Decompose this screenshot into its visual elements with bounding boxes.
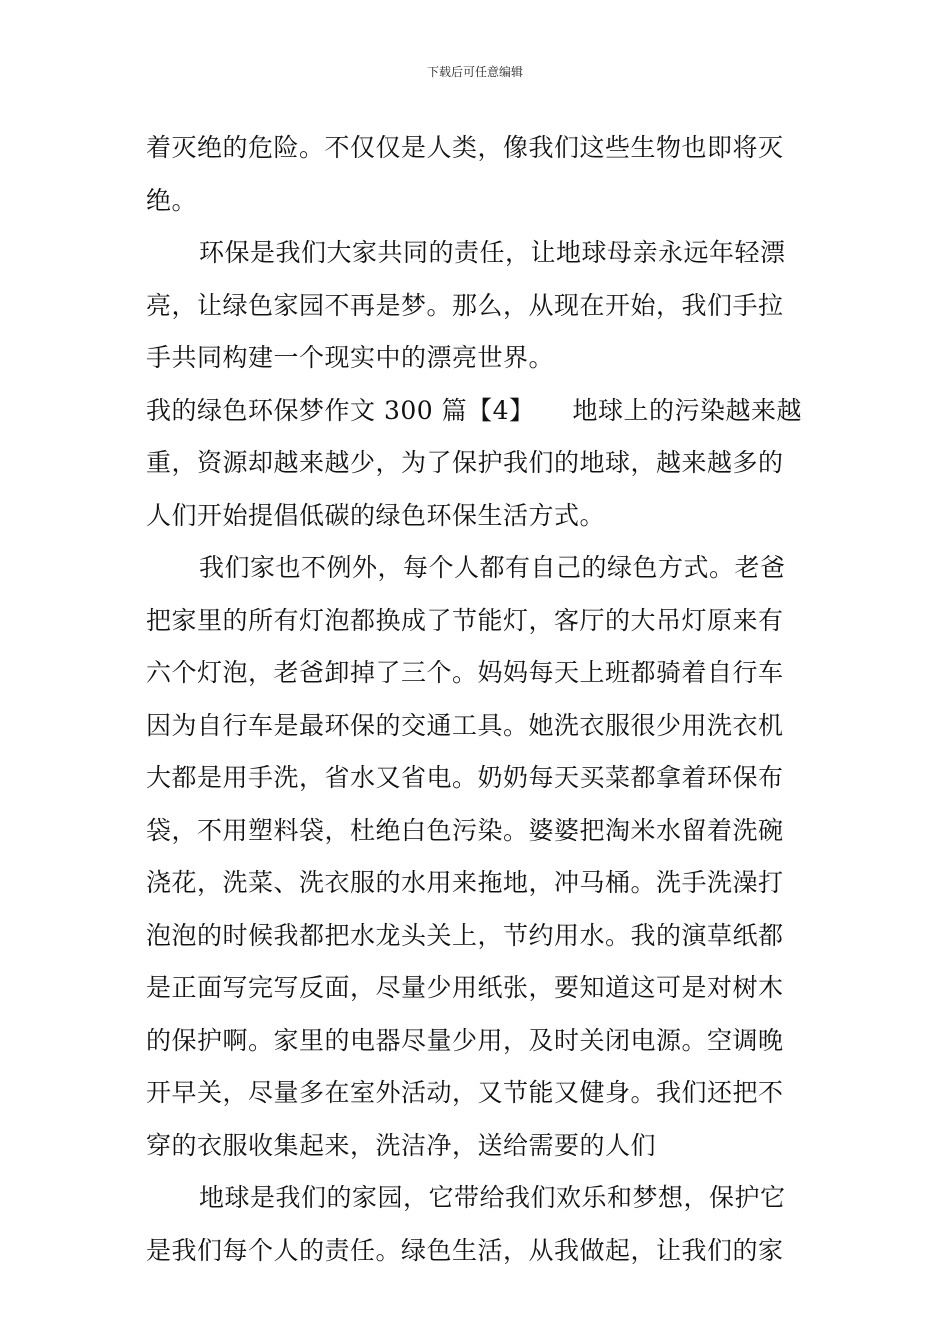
paragraph-start-line: 地球是我们的家园，它带给我们欢乐和梦想，保护它 [199,1183,786,1212]
text-line: 大都是用手洗，省水又省电。奶奶每天买菜都拿着环保布 [146,763,784,792]
text-line: 泡泡的时候我都把水龙头关上，节约用水。我的演草纸都 [146,920,784,950]
section-heading-line [146,385,811,438]
text-line: 六个灯泡，老爸卸掉了三个。妈妈每天上班都骑着自行车 [146,658,784,687]
text-line: 绝。 [146,185,198,215]
text-line: 手共同构建一个现实中的漂亮世界。 [146,343,555,372]
text-line: 浇花，洗菜、洗衣服的水用来拖地，冲马桶。洗手洗澡打 [146,868,784,897]
text-line: 亮，让绿色家园不再是梦。那么，从现在开始，我们手拉 [146,290,784,320]
section-heading: 我的绿色环保梦作文 300 篇【4】 [146,395,535,425]
text-line: 把家里的所有灯泡都换成了节能灯，客厅的大吊灯原来有 [146,605,784,635]
text-line-continuation: 地球上的污染越来越 [572,395,803,425]
paragraph-start-line: 我们家也不例外，每个人都有自己的绿色方式。老爸 [199,553,786,582]
document-body [146,122,811,1277]
text-line: 穿的衣服收集起来，洗洁净，送给需要的人们 [146,1130,657,1160]
text-line: 因为自行车是最环保的交通工具。她洗衣服很少用洗衣机 [146,710,784,740]
paragraph-start-line: 环保是我们大家共同的责任，让地球母亲永远年轻漂 [199,238,786,267]
text-line: 重，资源却越来越少，为了保护我们的地球，越来越多的 [146,448,784,477]
text-line: 着灭绝的危险。不仅仅是人类，像我们这些生物也即将灭 [146,133,784,162]
text-line: 人们开始提倡低碳的绿色环保生活方式。 [146,500,606,530]
text-line: 是我们每个人的责任。绿色生活，从我做起，让我们的家 [146,1235,784,1265]
text-line: 开早关，尽量多在室外活动，又节能又健身。我们还把不 [146,1078,784,1107]
page-header: 下载后可任意编辑 [426,65,523,79]
text-line: 袋，不用塑料袋，杜绝白色污染。婆婆把淘米水留着洗碗 [146,815,784,845]
text-line: 是正面写完写反面，尽量少用纸张，要知道这可是对树木 [146,973,784,1002]
text-line: 的保护啊。家里的电器尽量少用，及时关闭电源。空调晚 [146,1025,784,1055]
